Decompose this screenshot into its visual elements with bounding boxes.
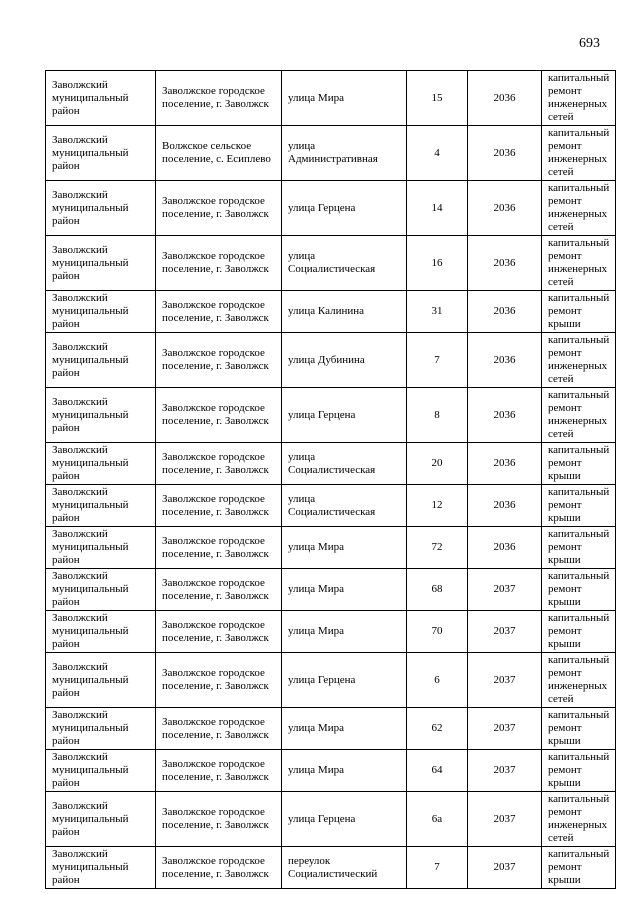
work-type-cell: капитальный ремонт инженерных сетей xyxy=(542,236,616,291)
street-cell: улица Герцена xyxy=(282,181,407,236)
year-cell: 2036 xyxy=(468,236,542,291)
year-cell: 2037 xyxy=(468,653,542,708)
house-number-cell: 64 xyxy=(407,750,468,792)
work-type-cell: капитальный ремонт инженерных сетей xyxy=(542,71,616,126)
house-number-cell: 7 xyxy=(407,847,468,889)
settlement-cell: Заволжское городское поселение, г. Заволжск xyxy=(156,388,282,443)
house-number-cell: 16 xyxy=(407,236,468,291)
table-row xyxy=(46,71,616,126)
page-number: 693 xyxy=(579,36,600,51)
district-cell: Заволжский муниципальный район xyxy=(46,443,156,485)
house-number-cell: 15 xyxy=(407,71,468,126)
house-number-cell: 6а xyxy=(407,792,468,847)
house-number-cell: 20 xyxy=(407,443,468,485)
house-number-cell: 62 xyxy=(407,708,468,750)
settlement-cell: Заволжское городское поселение, г. Заволжск xyxy=(156,750,282,792)
table-row xyxy=(46,236,616,291)
settlement-cell: Заволжское городское поселение, г. Заволжск xyxy=(156,236,282,291)
work-type-cell: капитальный ремонт инженерных сетей xyxy=(542,333,616,388)
year-cell: 2036 xyxy=(468,291,542,333)
table-row xyxy=(46,485,616,527)
work-type-cell: капитальный ремонт крыши xyxy=(542,291,616,333)
work-type-cell: капитальный ремонт инженерных сетей xyxy=(542,653,616,708)
house-number-cell: 12 xyxy=(407,485,468,527)
table-row xyxy=(46,527,616,569)
table-row xyxy=(46,792,616,847)
settlement-cell: Заволжское городское поселение, г. Заволжск xyxy=(156,485,282,527)
district-cell: Заволжский муниципальный район xyxy=(46,750,156,792)
year-cell: 2036 xyxy=(468,388,542,443)
street-cell: улица Мира xyxy=(282,708,407,750)
street-cell: переулок Социалистический xyxy=(282,847,407,889)
street-cell: улица Мира xyxy=(282,750,407,792)
street-cell: улица Герцена xyxy=(282,792,407,847)
district-cell: Заволжский муниципальный район xyxy=(46,71,156,126)
house-number-cell: 70 xyxy=(407,611,468,653)
work-type-cell: капитальный ремонт крыши xyxy=(542,750,616,792)
table-row xyxy=(46,611,616,653)
settlement-cell: Заволжское городское поселение, г. Заволжск xyxy=(156,611,282,653)
table-row xyxy=(46,443,616,485)
settlement-cell: Волжское сельское поселение, с. Есиплево xyxy=(156,126,282,181)
settlement-cell: Заволжское городское поселение, г. Заволжск xyxy=(156,792,282,847)
street-cell: улица Социалистическая xyxy=(282,236,407,291)
district-cell: Заволжский муниципальный район xyxy=(46,611,156,653)
year-cell: 2036 xyxy=(468,126,542,181)
work-type-cell: капитальный ремонт крыши xyxy=(542,611,616,653)
table-row xyxy=(46,847,616,889)
settlement-cell: Заволжское городское поселение, г. Заволжск xyxy=(156,71,282,126)
settlement-cell: Заволжское городское поселение, г. Заволжск xyxy=(156,181,282,236)
street-cell: улица Мира xyxy=(282,71,407,126)
year-cell: 2036 xyxy=(468,71,542,126)
settlement-cell: Заволжское городское поселение, г. Заволжск xyxy=(156,708,282,750)
district-cell: Заволжский муниципальный район xyxy=(46,708,156,750)
house-number-cell: 6 xyxy=(407,653,468,708)
house-number-cell: 7 xyxy=(407,333,468,388)
district-cell: Заволжский муниципальный район xyxy=(46,569,156,611)
settlement-cell: Заволжское городское поселение, г. Заволжск xyxy=(156,527,282,569)
district-cell: Заволжский муниципальный район xyxy=(46,126,156,181)
street-cell: улица Герцена xyxy=(282,388,407,443)
year-cell: 2036 xyxy=(468,443,542,485)
house-number-cell: 8 xyxy=(407,388,468,443)
district-cell: Заволжский муниципальный район xyxy=(46,527,156,569)
district-cell: Заволжский муниципальный район xyxy=(46,291,156,333)
street-cell: улица Дубинина xyxy=(282,333,407,388)
work-type-cell: капитальный ремонт инженерных сетей xyxy=(542,792,616,847)
year-cell: 2037 xyxy=(468,569,542,611)
district-cell: Заволжский муниципальный район xyxy=(46,847,156,889)
year-cell: 2037 xyxy=(468,750,542,792)
table-row xyxy=(46,291,616,333)
district-cell: Заволжский муниципальный район xyxy=(46,792,156,847)
table-row xyxy=(46,388,616,443)
work-type-cell: капитальный ремонт крыши xyxy=(542,527,616,569)
work-type-cell: капитальный ремонт крыши xyxy=(542,443,616,485)
work-type-cell: капитальный ремонт инженерных сетей xyxy=(542,126,616,181)
table-row xyxy=(46,569,616,611)
year-cell: 2037 xyxy=(468,792,542,847)
district-cell: Заволжский муниципальный район xyxy=(46,388,156,443)
settlement-cell: Заволжское городское поселение, г. Заволжск xyxy=(156,333,282,388)
table-row xyxy=(46,181,616,236)
table-row xyxy=(46,126,616,181)
district-cell: Заволжский муниципальный район xyxy=(46,485,156,527)
district-cell: Заволжский муниципальный район xyxy=(46,236,156,291)
street-cell: улица Мира xyxy=(282,527,407,569)
settlement-cell: Заволжское городское поселение, г. Заволжск xyxy=(156,443,282,485)
street-cell: улица Социалистическая xyxy=(282,443,407,485)
table-row xyxy=(46,653,616,708)
house-number-cell: 4 xyxy=(407,126,468,181)
work-type-cell: капитальный ремонт инженерных сетей xyxy=(542,388,616,443)
house-number-cell: 72 xyxy=(407,527,468,569)
table-row xyxy=(46,708,616,750)
house-number-cell: 31 xyxy=(407,291,468,333)
year-cell: 2037 xyxy=(468,708,542,750)
year-cell: 2037 xyxy=(468,611,542,653)
work-type-cell: капитальный ремонт крыши xyxy=(542,847,616,889)
street-cell: улица Мира xyxy=(282,569,407,611)
year-cell: 2036 xyxy=(468,485,542,527)
street-cell: улица Герцена xyxy=(282,653,407,708)
street-cell: улица Административная xyxy=(282,126,407,181)
year-cell: 2037 xyxy=(468,847,542,889)
street-cell: улица Калинина xyxy=(282,291,407,333)
work-type-cell: капитальный ремонт крыши xyxy=(542,708,616,750)
year-cell: 2036 xyxy=(468,333,542,388)
street-cell: улица Мира xyxy=(282,611,407,653)
district-cell: Заволжский муниципальный район xyxy=(46,333,156,388)
table-row xyxy=(46,750,616,792)
repair-schedule-table xyxy=(45,70,616,889)
work-type-cell: капитальный ремонт крыши xyxy=(542,485,616,527)
settlement-cell: Заволжское городское поселение, г. Заволжск xyxy=(156,291,282,333)
year-cell: 2036 xyxy=(468,527,542,569)
work-type-cell: капитальный ремонт крыши xyxy=(542,569,616,611)
settlement-cell: Заволжское городское поселение, г. Заволжск xyxy=(156,847,282,889)
house-number-cell: 14 xyxy=(407,181,468,236)
settlement-cell: Заволжское городское поселение, г. Заволжск xyxy=(156,569,282,611)
table-row xyxy=(46,333,616,388)
house-number-cell: 68 xyxy=(407,569,468,611)
district-cell: Заволжский муниципальный район xyxy=(46,181,156,236)
table-body xyxy=(46,71,616,889)
settlement-cell: Заволжское городское поселение, г. Заволжск xyxy=(156,653,282,708)
district-cell: Заволжский муниципальный район xyxy=(46,653,156,708)
work-type-cell: капитальный ремонт инженерных сетей xyxy=(542,181,616,236)
year-cell: 2036 xyxy=(468,181,542,236)
street-cell: улица Социалистическая xyxy=(282,485,407,527)
